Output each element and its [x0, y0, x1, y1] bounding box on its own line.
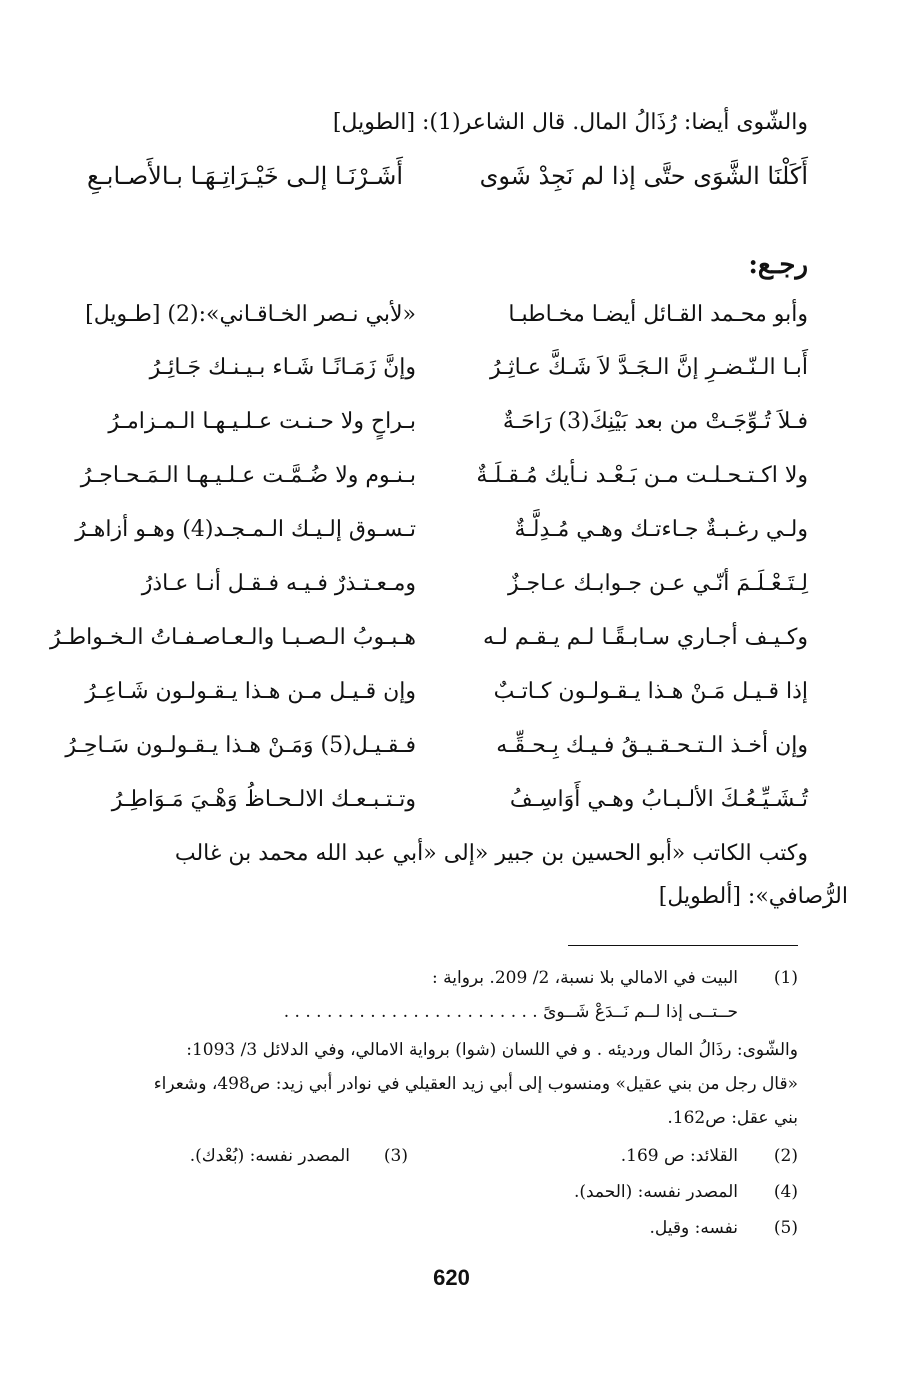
footnote-text: المصدر نفسه: (بُعْدك). — [189, 1146, 350, 1166]
verse-first-hemistich: ولا اكـتـحـلـت مـن بَـعْـد نـأيك مُـقـلَـةٌ — [476, 463, 808, 488]
verse-second-hemistich: وتـتـبـعـك الالـحـاظُ وَهْـيَ مَـوَاطِـرُ — [111, 787, 416, 812]
poem-intro-left: «لأبي نـصر الخـاقـاني»:(2) [طـويل] — [85, 302, 416, 327]
verse-first-hemistich: وكـيـف أجـاري سـابـقًـا لـم يـقـم لـه — [482, 625, 808, 650]
verse-first-hemistich: إذا قـيـل مَـنْ هـذا يـقـولـون كـاتـبٌ — [493, 679, 808, 704]
footnote-text: حــتــى إذا لــم نَــدَعْ شَــوىً . . . . . . . . . . . . . . . . . . . . . . . . — [283, 1002, 738, 1022]
poem-verse — [58, 571, 808, 611]
verse-second-hemistich: بـنـوم ولا ضُـمَّـت عـلـيـهـا الـمَـحـاجـرُ — [80, 463, 416, 488]
verse-first-hemistich: أَبـا الـنّـضـرِ إنَّ الـجَـدَّ لاَ شَـكَّ عـاثِـرُ — [489, 355, 808, 380]
poem-intro-right: وأبو محـمد القـائل أيضـا مخـاطبـا — [508, 302, 808, 327]
verse-second-hemistich: تـسـوق إلـيـك الـمـجـد(4) وهـو أزاهـرُ — [75, 517, 416, 542]
verse-first-hemistich: ولـي رغـبـةٌ جـاءتـك وهـي مُـدِلَّـةٌ — [514, 517, 808, 542]
poem-verse — [58, 409, 808, 449]
poem-verse — [58, 355, 808, 395]
poem-verse — [58, 679, 808, 719]
footnote-text: البيت في الامالي بلا نسبة، 2/ 209. برواية : — [432, 968, 738, 988]
verse-first-hemistich: تُـشَـيِّـعُـكَ الألـبـابُ وهـي أَوَاسِـفُ — [509, 787, 808, 812]
poem-verse — [58, 787, 808, 827]
verse-second-hemistich: وإنَّ زَمَـانًـا شَـاء بـيـنـك جَـائِـرُ — [149, 355, 416, 380]
page-number: 620 — [433, 1265, 470, 1290]
verse-second-hemistich: ومـعـتـذرٌ فـيـه فـقـل أنـا عـاذرُ — [141, 571, 416, 596]
verse-second-hemistich: أَشَـرْنَـا إلـى خَيْـرَاتِـهَـا بـالأَصـابـعِ — [86, 162, 403, 190]
closing-line: وكتب الكاتب «أبو الحسين بن جبير «إلى «أبي عبد الله محمد بن غالب — [174, 841, 808, 866]
closing-line: الرُّصافي»: [ألطويل] — [658, 884, 848, 909]
footnote-text: بني عقل: ص162. — [667, 1108, 798, 1128]
footnote-text: نفسه: وقيل. — [649, 1218, 738, 1238]
footnote-number: (3) — [383, 1146, 408, 1166]
footnote-number: (4) — [773, 1182, 798, 1202]
footnote-number: (1) — [773, 968, 798, 988]
footnote-divider — [568, 945, 798, 946]
footnote-number: (5) — [773, 1218, 798, 1238]
poem-verse — [58, 733, 808, 773]
verse-first-hemistich: فـلاَ تُـوِّجَـتْ من بعد بَيْنِكَ(3) رَاحَـةٌ — [502, 409, 808, 434]
poem-verse — [58, 463, 808, 503]
footnote-text: والشّوى: رذَالُ المال ورديئه . و في اللسان (شوا) برواية الامالي، وفي الدلائل 3/ 1093: — [186, 1040, 798, 1060]
verse-first-hemistich: لِـتَـعْـلَـمَ أنّـي عـن جـوابـك عـاجـزٌ — [507, 571, 808, 596]
verse-second-hemistich: فـقـيـل(5) وَمَـنْ هـذا يـقـولـون سَـاحِـرُ — [65, 733, 416, 758]
poem-verse — [58, 517, 808, 557]
verse-second-hemistich: وإن قـيـل مـن هـذا يـقـولـون شَـاعِـرُ — [85, 679, 416, 704]
footnote-text: القلائد: ص 169. — [620, 1146, 738, 1166]
intro-line: والشّوى أيضا: رُذَالُ المال. قال الشاعر(1): [الطويل] — [332, 110, 808, 135]
section-heading: رجـع: — [748, 250, 808, 280]
poem-verse — [50, 625, 808, 665]
verse-first-hemistich: أَكَلْنَا الشَّوَى حتَّى إذا لم نَجِدْ شَوى — [479, 162, 808, 190]
footnote-text: المصدر نفسه: (الحمد). — [573, 1182, 738, 1202]
intro-verse — [58, 162, 808, 206]
verse-second-hemistich: بـراحٍ ولا حـنـت عـلـيـهـا الـمـزامـرُ — [108, 409, 416, 434]
verse-first-hemistich: وإن أخـذ الـتـحـقـيـقُ فـيـك بِـحـقِّـه — [496, 733, 808, 758]
poem-intro-line — [58, 302, 808, 342]
verse-second-hemistich: هـبـوبُ الـصـبـا والـعـاصـفـاتُ الـخـواطـرُ — [50, 625, 416, 650]
footnote-text: «قال رجل من بني عقيل» ومنسوب إلى أبي زيد العقيلي في نوادر أبي زيد: ص498، وشعراء — [153, 1074, 798, 1094]
footnote-number: (2) — [773, 1146, 798, 1166]
